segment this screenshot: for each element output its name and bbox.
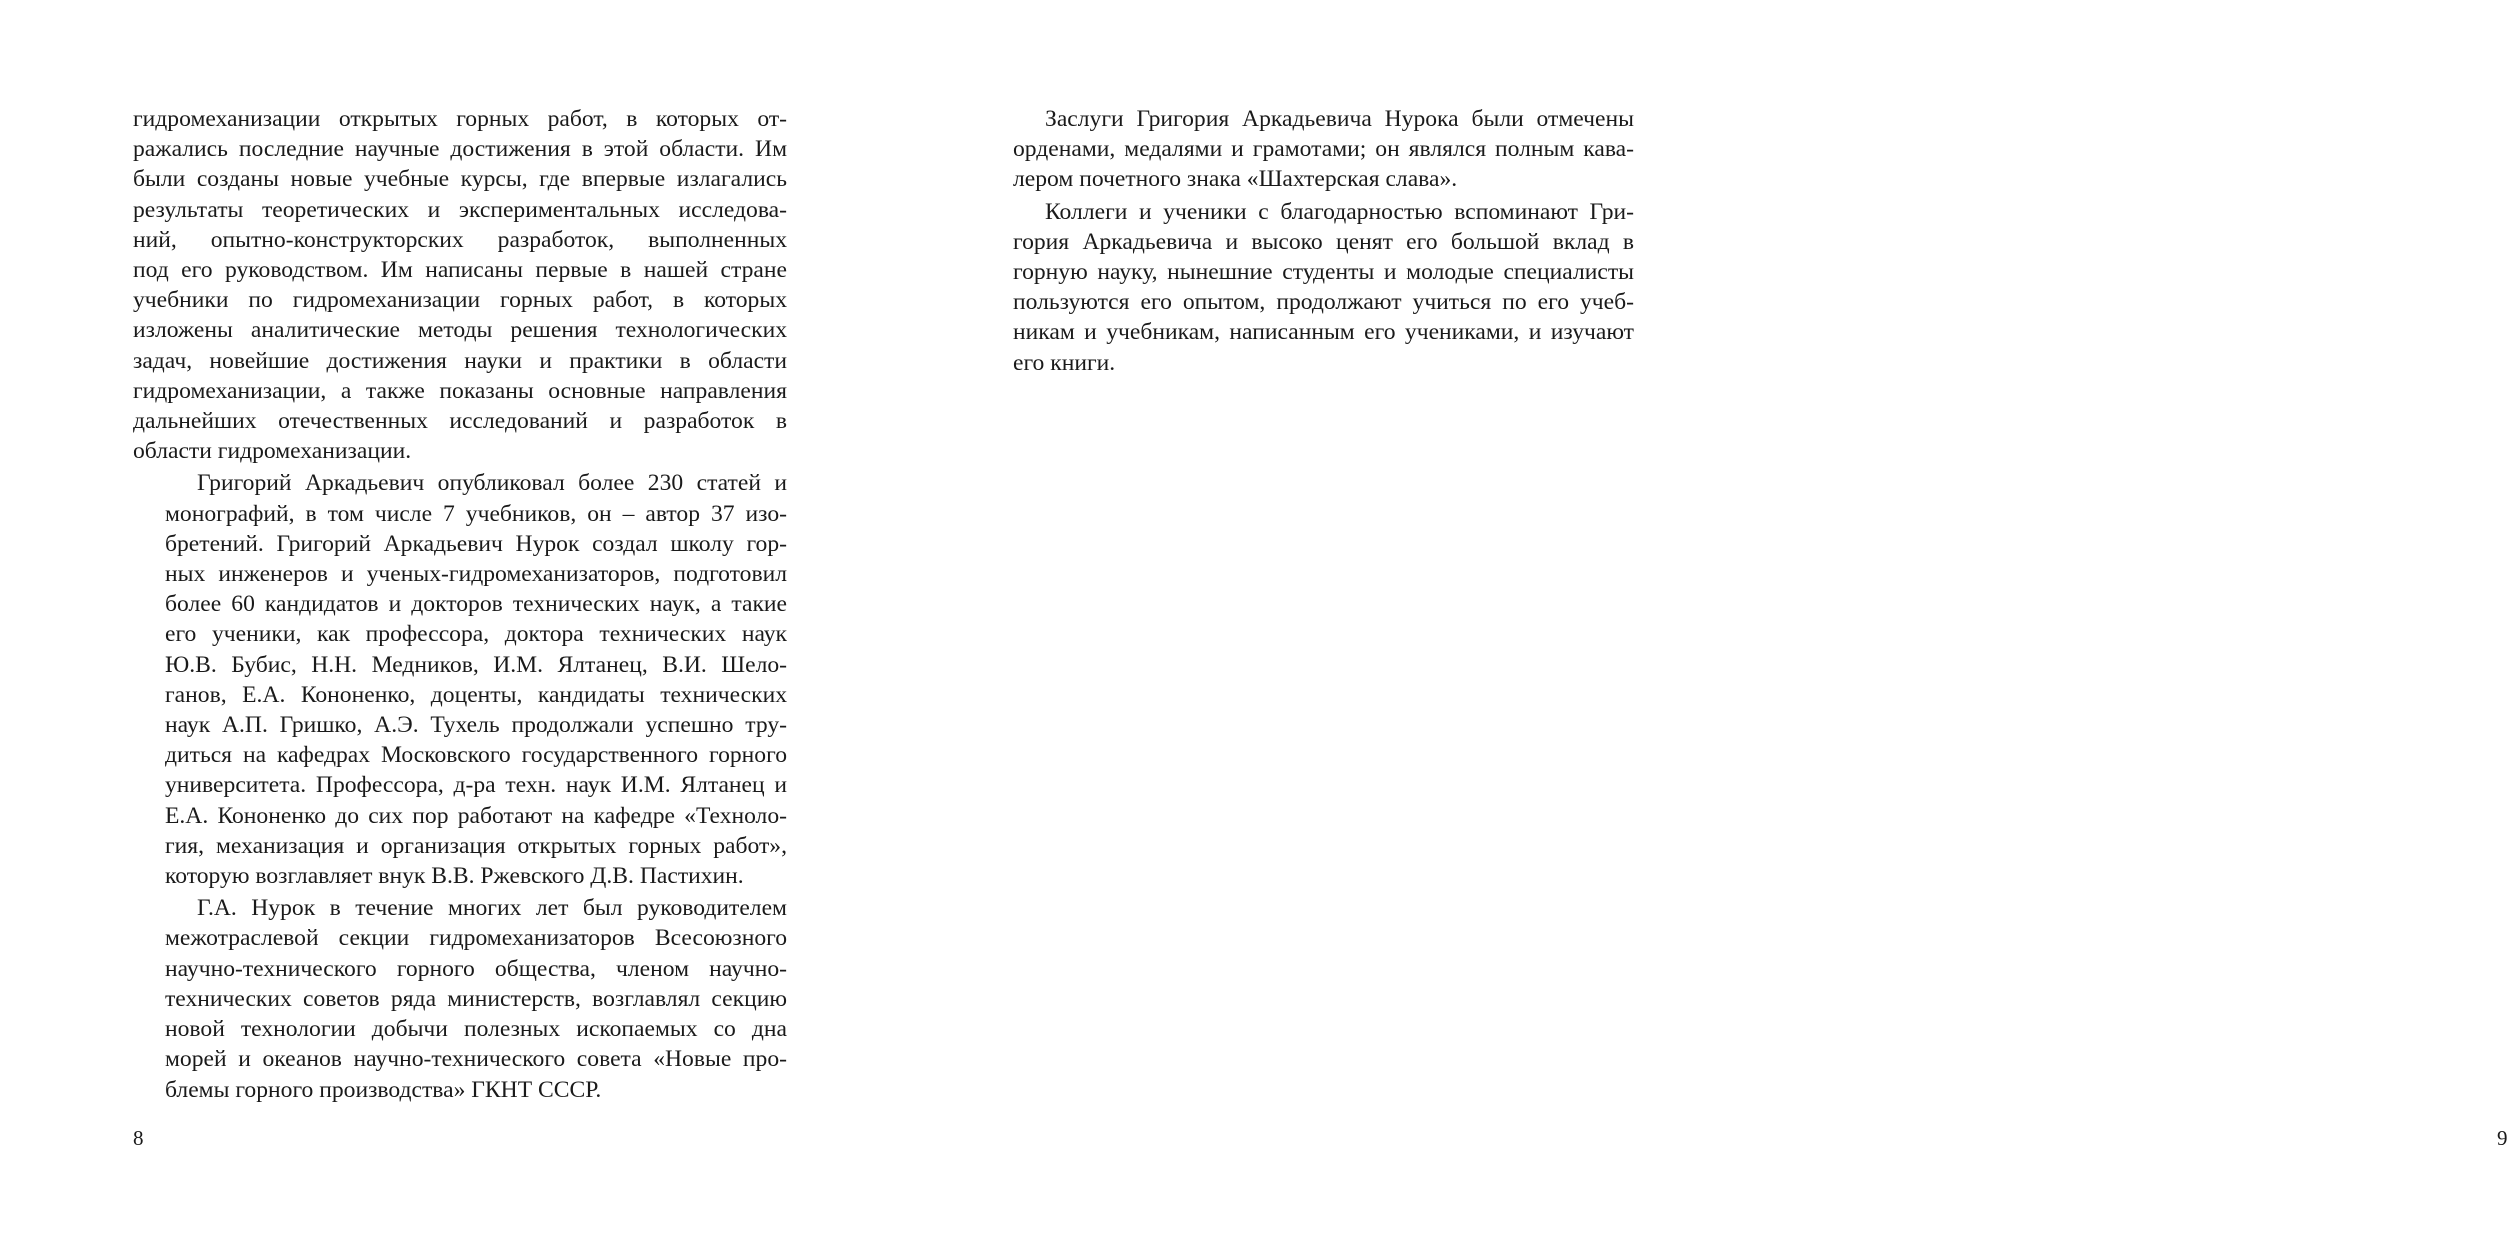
text-line: задач, новейшие достижения науки и практики в области: [133, 347, 787, 374]
left-text-column: [133, 104, 787, 1105]
text-line: пользуются его опытом, продолжают учиться по его учеб-: [1013, 289, 1634, 316]
text-line: наук А.П. Гришко, А.Э. Тухель продолжали успешно тру-: [165, 712, 787, 739]
text-line: ганов, Е.А. Кононенко, доценты, кандидаты технических: [165, 681, 787, 708]
text-line: научно-технического горного общества, членом научно-: [165, 955, 787, 982]
page-number: 8: [133, 1126, 144, 1150]
text-line: Е.А. Кононенко до сих пор работают на кафедре «Техноло-: [165, 802, 787, 829]
text-line: изложены аналитические методы решения технологических: [133, 317, 787, 344]
text-line: лером почетного знака «Шахтерская слава».: [1013, 166, 1458, 193]
text-line: Заслуги Григория Аркадьевича Нурока были отмечены: [1045, 106, 1634, 132]
text-line: более 60 кандидатов и докторов технических наук, а такие: [165, 591, 787, 618]
text-line: которую возглавляет внук В.В. Ржевского Д.В. Пастихин.: [165, 863, 744, 890]
text-line: никам и учебникам, написанным его учениками, и изучают: [1013, 319, 1634, 346]
paragraph: [133, 893, 787, 1104]
text-line: ных инженеров и ученых-гидромеханизаторов, подготовил: [165, 561, 787, 588]
text-line: университета. Профессора, д-ра техн. наук И.М. Ялтанец и: [165, 772, 787, 799]
text-line: блемы горного производства» ГКНТ СССР.: [165, 1076, 602, 1103]
text-line: диться на кафедрах Московского государственного горного: [165, 742, 787, 769]
text-line: гория Аркадьевича и высоко ценят его большой вклад в: [1013, 228, 1634, 255]
text-line: гидромеханизации открытых горных работ, в которых от-: [133, 106, 787, 132]
text-line: были созданы новые учебные курсы, где впервые излагались: [133, 166, 787, 193]
text-line: Ю.В. Бубис, Н.Н. Медников, И.М. Ялтанец, В.И. Шело-: [165, 651, 787, 678]
text-line: дальнейших отечественных исследований и разработок в: [133, 408, 787, 435]
text-line: орденами, медалями и грамотами; он являлся полным кава-: [1013, 136, 1634, 163]
text-line: его ученики, как профессора, доктора технических наук: [165, 621, 787, 648]
text-line: гия, механизация и организация открытых горных работ»,: [165, 832, 787, 859]
text-line: горную науку, нынешние студенты и молодые специалисты: [1013, 259, 1634, 286]
page-number: 9: [2497, 1126, 2508, 1150]
text-line: межотраслевой секции гидромеханизаторов Всесоюзного: [165, 925, 787, 952]
text-line: учебники по гидромеханизации горных работ, в которых: [133, 287, 787, 314]
text-line: новой технологии добычи полезных ископаемых со дна: [165, 1016, 787, 1043]
text-line: гидромеханизации, а также показаны основные направления: [133, 377, 787, 404]
text-line: бретений. Григорий Аркадьевич Нурок создал школу гор-: [165, 530, 787, 557]
text-line: Г.А. Нурок в течение многих лет был руководителем: [197, 895, 787, 922]
text-line: области гидромеханизации.: [133, 438, 412, 465]
right-text-column: [981, 104, 1634, 378]
left-page: [0, 0, 877, 1240]
paragraph: [981, 104, 1634, 195]
text-line: результаты теоретических и экспериментальных исследова-: [133, 196, 787, 223]
text-line: Коллеги и ученики с благодарностью вспоминают Гри-: [1045, 198, 1634, 225]
text-line: монографий, в том числе 7 учебников, он – автор 37 изо-: [165, 500, 787, 527]
text-line: ражались последние научные достижения в этой области. Им: [133, 136, 787, 163]
text-line: технических советов ряда министерств, возглавлял секцию: [165, 985, 787, 1012]
paragraph: [133, 104, 787, 466]
text-line: морей и океанов научно-технического совета «Новые про-: [165, 1046, 787, 1073]
text-line: его книги.: [1013, 349, 1116, 376]
text-line: Григорий Аркадьевич опубликовал более 230 статей и: [197, 470, 787, 497]
paragraph: [981, 197, 1634, 378]
text-line: под его руководством. Им написаны первые в нашей стране: [133, 257, 787, 284]
right-page: [877, 0, 2508, 1240]
paragraph: [133, 468, 787, 891]
text-line: ний, опытно-конструкторских разработок, выполненных: [133, 226, 787, 253]
